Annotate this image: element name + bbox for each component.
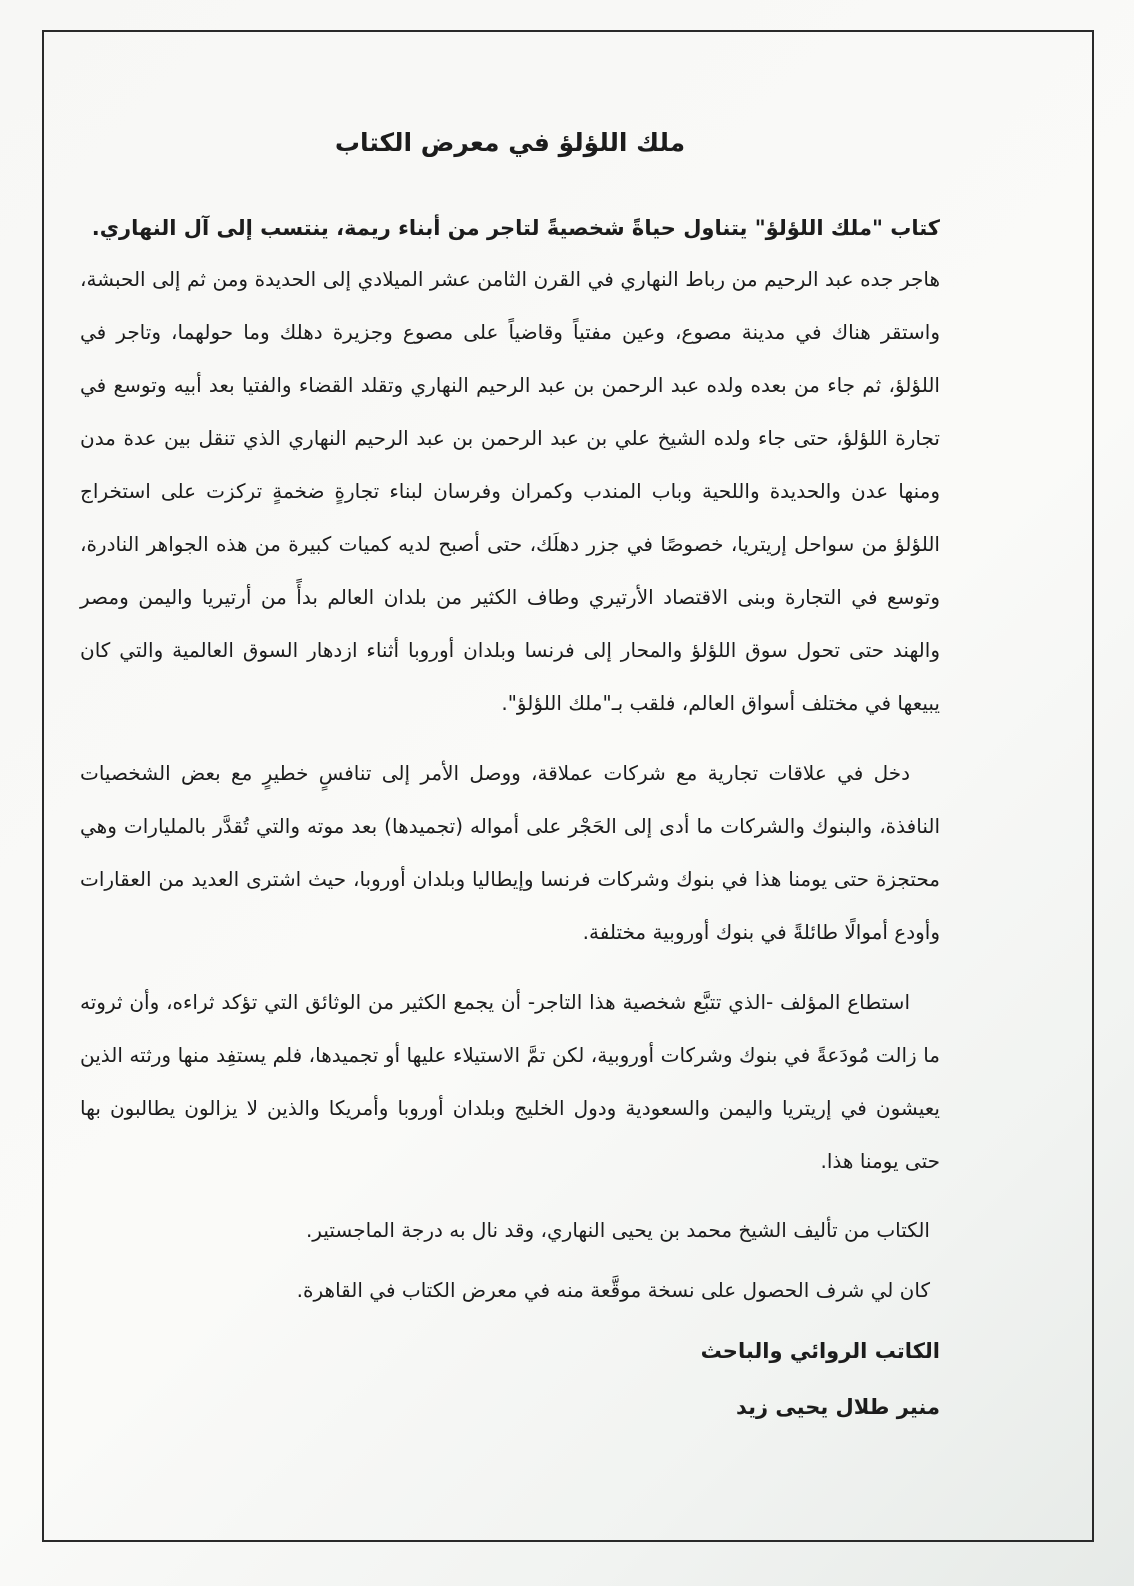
article-lead: كتاب "ملك اللؤلؤ" يتناول حياةً شخصيةً لتاجر من أبناء ريمة، ينتسب إلى آل النهاري. <box>91 216 940 240</box>
paragraph-book-author: الكتاب من تأليف الشيخ محمد بن يحيى النهاري، وقد نال به درجة الماجستير. <box>305 1218 930 1242</box>
paragraph-author-research: استطاع المؤلف -الذي تتبَّع شخصية هذا التاجر- أن يجمع الكثير من الوثائق التي تؤكد ثراءه، وأن ثروته ما زالت مُودَعةً في بنوك وشركات أوروبية، لكن تمَّ الاستيلاء عليها أو تجميدها، فلم يستفِد منها ورثته الذين يعيشون في إريتريا واليمن والسعودية ودول الخليج وبلدان أوروبا وأمريكا والذين لا يزالون يطالبون بها حتى يومنا هذا. <box>80 990 940 1173</box>
article-title: ملك اللؤلؤ في معرض الكتاب <box>334 128 686 157</box>
signature-name: منير طلال يحيى زيد <box>735 1395 940 1419</box>
article-body <box>80 112 940 1433</box>
paragraph-signed-copy: كان لي شرف الحصول على نسخة موقَّعة منه في معرض الكتاب في القاهرة. <box>296 1278 930 1302</box>
signature-role: الكاتب الروائي والباحث <box>700 1339 940 1363</box>
paragraph-business: دخل في علاقات تجارية مع شركات عملاقة، ووصل الأمر إلى تنافسٍ خطيرٍ مع بعض الشخصيات النافذة، والبنوك والشركات ما أدى إلى الحَجْر على أمواله (تجميدها) بعد موته والتي تُقدَّر بالمليارات وهي محتجزة حتى يومنا هذا في بنوك وشركات فرنسا وإيطاليا وبلدان أوروبا، حيث اشترى العديد من العقارات وأودع أموالًا طائلةً في بنوك أوروبية مختلفة. <box>80 761 940 944</box>
paragraph-history: هاجر جده عبد الرحيم من رباط النهاري في القرن الثامن عشر الميلادي إلى الحديدة ومن ثم إلى الحبشة، واستقر هناك في مدينة مصوع، وعين مفتياً وقاضياً على مصوع وجزيرة دهلك وما حولهما، وتاجر في اللؤلؤ، ثم جاء من بعده ولده عبد الرحمن بن عبد الرحيم النهاري وتقلد القضاء والفتيا بعد أبيه وتوسع في تجارة اللؤلؤ، حتى جاء ولده الشيخ علي بن عبد الرحمن بن عبد الرحيم النهاري الذي تنقل بين عدة مدن ومنها عدن والحديدة واللحية وباب المندب وكمران وفرسان لبناء تجارةٍ ضخمةٍ تركزت على استخراج اللؤلؤ من سواحل إريتريا، خصوصًا في جزر دهلَك، حتى أصبح لديه كميات كبيرة من هذه الجواهر النادرة، وتوسع في التجارة وبنى الاقتصاد الأرتيري وطاف الكثير من بلدان العالم بدأً من أرتيريا واليمن ومصر والهند حتى تحول سوق اللؤلؤ والمحار إلى فرنسا وبلدان أوروبا أثناء ازدهار السوق العالمية والتي كان يبيعها في مختلف أسواق العالم، فلقب بـ"ملك اللؤلؤ". <box>80 267 940 715</box>
